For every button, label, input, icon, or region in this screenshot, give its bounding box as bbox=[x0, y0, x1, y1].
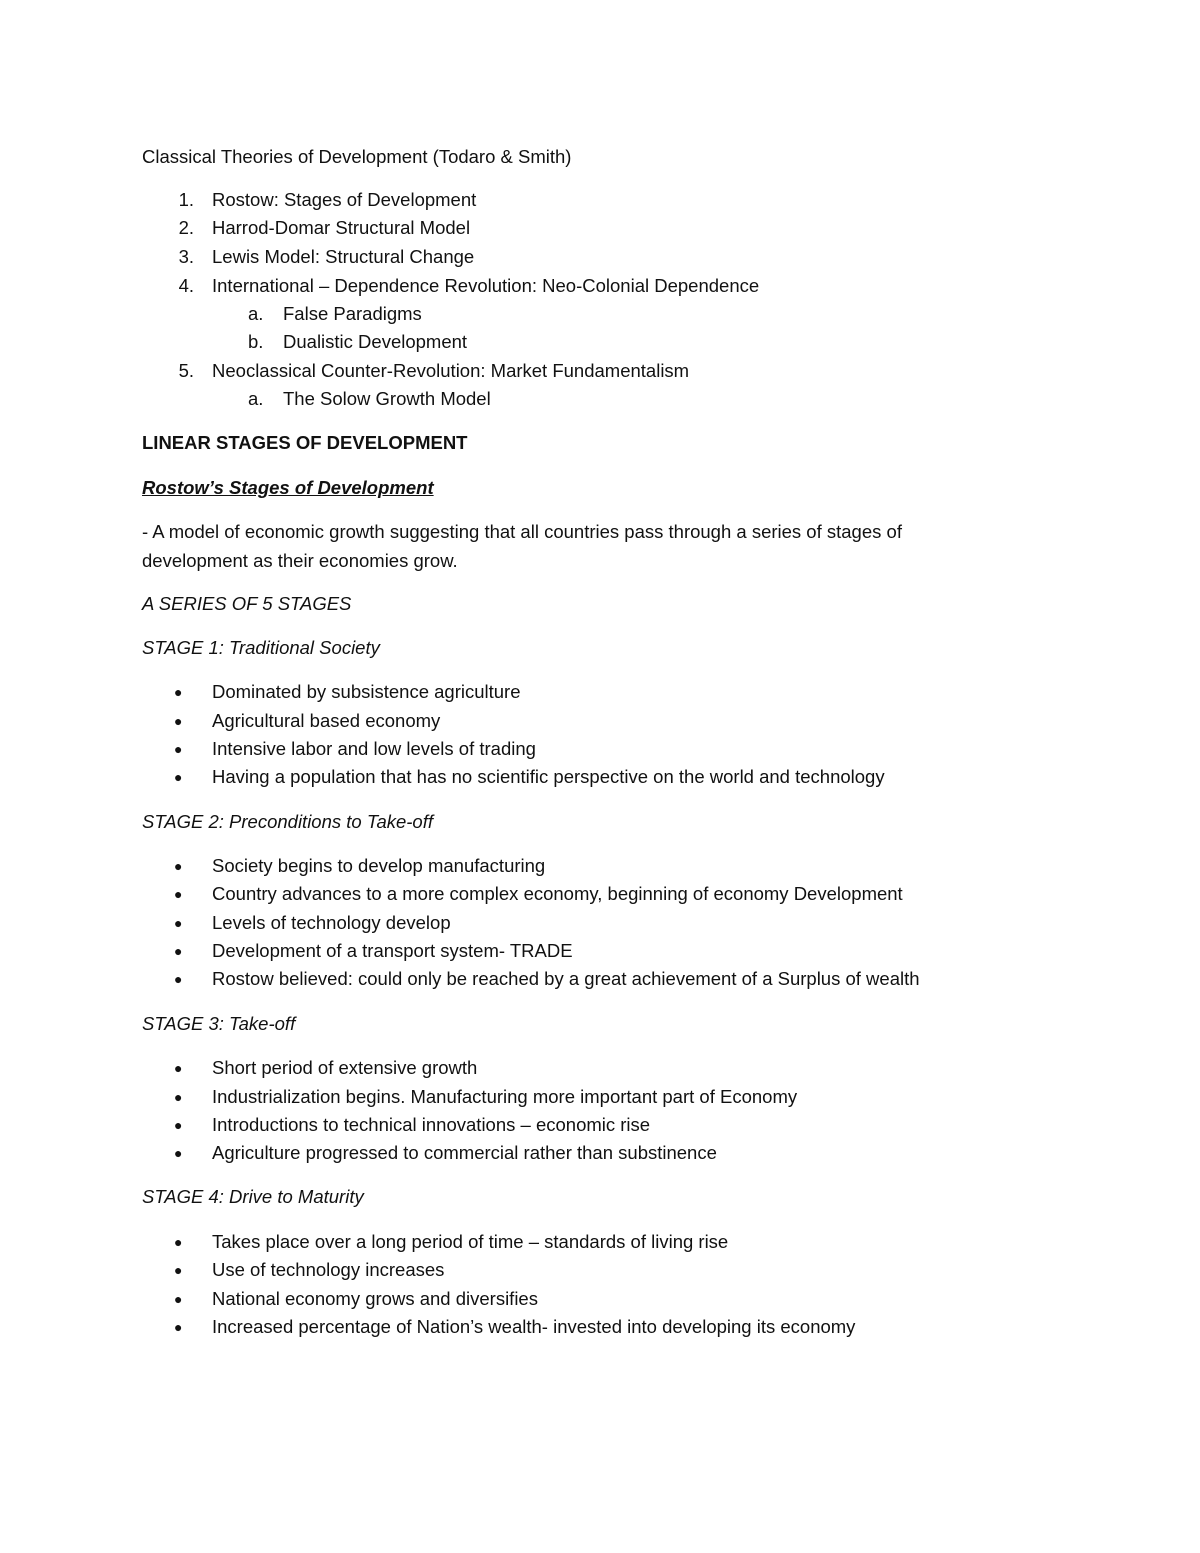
bullet-icon: ● bbox=[174, 943, 183, 959]
stage-bullet: Increased percentage of Nation’s wealth- invested into developing its economy bbox=[212, 1316, 856, 1337]
bullet-icon: ● bbox=[174, 1262, 183, 1278]
outline-sub-letter: a. bbox=[248, 303, 264, 324]
outline-item: International – Dependence Revolution: Neo-Colonial Dependence bbox=[212, 275, 760, 296]
outline-sub-item: False Paradigms bbox=[283, 303, 422, 324]
stage-bullet: Society begins to develop manufacturing bbox=[212, 855, 546, 876]
stage-bullet: Industrialization begins. Manufacturing more important part of Economy bbox=[212, 1086, 798, 1107]
outline-number: 3. bbox=[178, 246, 194, 267]
bullet-icon: ● bbox=[174, 1089, 183, 1105]
stage-bullet: Agricultural based economy bbox=[212, 710, 441, 731]
stage-bullet: Use of technology increases bbox=[212, 1259, 445, 1280]
bullet-icon: ● bbox=[174, 713, 183, 729]
stage-bullet: Having a population that has no scientific perspective on the world and technology bbox=[212, 766, 885, 787]
document-title: Classical Theories of Development (Todaro & Smith) bbox=[142, 146, 572, 167]
stage-bullet: Intensive labor and low levels of trading bbox=[212, 738, 536, 759]
subheading: Rostow’s Stages of Development bbox=[142, 477, 434, 498]
bullet-icon: ● bbox=[174, 971, 183, 987]
stage-bullet: Takes place over a long period of time – standards of living rise bbox=[212, 1231, 729, 1252]
definition-line: - A model of economic growth suggesting that all countries pass through a series of stages of bbox=[142, 521, 902, 542]
stage-bullet: Agriculture progressed to commercial rather than substinence bbox=[212, 1142, 717, 1163]
outline-sub-item: Dualistic Development bbox=[283, 331, 468, 352]
bullet-icon: ● bbox=[174, 1117, 183, 1133]
outline-item: Neoclassical Counter-Revolution: Market Fundamentalism bbox=[212, 360, 690, 381]
bullet-icon: ● bbox=[174, 915, 183, 931]
stage-bullet: Country advances to a more complex economy, beginning of economy Development bbox=[212, 883, 903, 904]
stage-title: STAGE 4: Drive to Maturity bbox=[142, 1186, 364, 1207]
bullet-icon: ● bbox=[174, 769, 183, 785]
definition-line: development as their economies grow. bbox=[142, 550, 458, 571]
bullet-icon: ● bbox=[174, 684, 183, 700]
outline-item: Harrod-Domar Structural Model bbox=[212, 217, 471, 238]
outline-sub-item: The Solow Growth Model bbox=[283, 388, 491, 409]
outline-sub-letter: b. bbox=[248, 331, 264, 352]
outline-number: 4. bbox=[178, 275, 194, 296]
bullet-icon: ● bbox=[174, 1234, 183, 1250]
outline-number: 5. bbox=[178, 360, 194, 381]
stage-title: STAGE 3: Take-off bbox=[142, 1013, 296, 1034]
bullet-icon: ● bbox=[174, 1060, 183, 1076]
bullet-icon: ● bbox=[174, 886, 183, 902]
stage-bullet: National economy grows and diversifies bbox=[212, 1288, 538, 1309]
outline-number: 1. bbox=[178, 189, 194, 210]
stage-bullet: Levels of technology develop bbox=[212, 912, 451, 933]
bullet-icon: ● bbox=[174, 1145, 183, 1161]
series-label: A SERIES OF 5 STAGES bbox=[142, 593, 352, 614]
stage-title: STAGE 1: Traditional Society bbox=[142, 637, 380, 658]
stage-bullet: Short period of extensive growth bbox=[212, 1057, 478, 1078]
outline-number: 2. bbox=[178, 217, 194, 238]
section-heading: LINEAR STAGES OF DEVELOPMENT bbox=[142, 432, 468, 453]
bullet-icon: ● bbox=[174, 741, 183, 757]
outline-item: Lewis Model: Structural Change bbox=[212, 246, 475, 267]
stage-title: STAGE 2: Preconditions to Take-off bbox=[142, 811, 434, 832]
bullet-icon: ● bbox=[174, 1319, 183, 1335]
stage-bullet: Development of a transport system- TRADE bbox=[212, 940, 573, 961]
bullet-icon: ● bbox=[174, 1291, 183, 1307]
bullet-icon: ● bbox=[174, 858, 183, 874]
outline-sub-letter: a. bbox=[248, 388, 264, 409]
stage-bullet: Rostow believed: could only be reached by a great achievement of a Surplus of wealth bbox=[212, 968, 920, 989]
stage-bullet: Introductions to technical innovations – economic rise bbox=[212, 1114, 651, 1135]
outline-item: Rostow: Stages of Development bbox=[212, 189, 477, 210]
stage-bullet: Dominated by subsistence agriculture bbox=[212, 681, 521, 702]
